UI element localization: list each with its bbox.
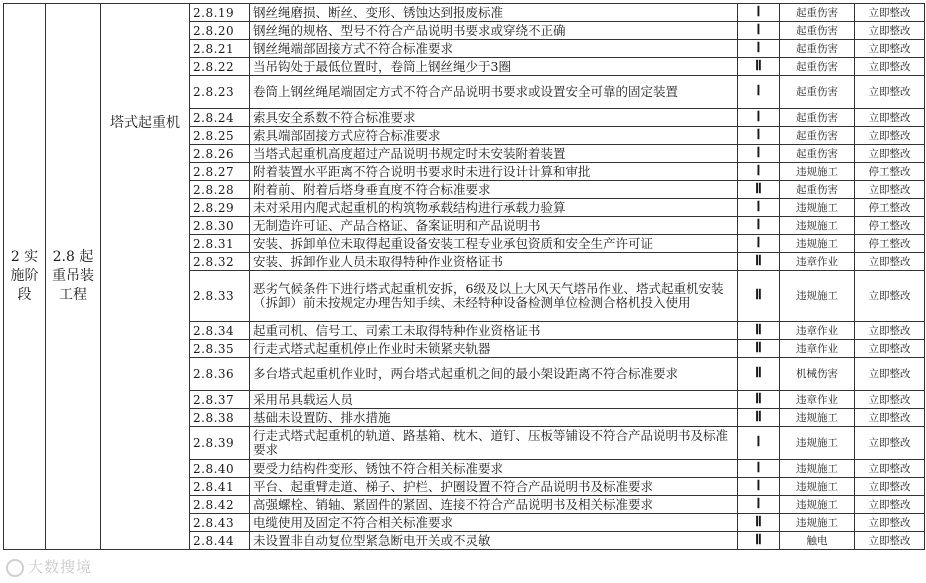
description-cell: 未对采用内爬式起重机的构筑物承载结构进行承载力验算 (250, 199, 738, 217)
description-cell: 起重司机、信号工、司索工未取得特种作业资格证书 (250, 322, 738, 340)
level-cell: Ⅱ (738, 514, 780, 532)
action-cell: 停工整改 (855, 235, 925, 253)
category-cell: 违规施工 (780, 427, 855, 460)
category-cell: 起重伤害 (780, 109, 855, 127)
category-cell: 起重伤害 (780, 4, 855, 22)
code-cell: 2.8.21 (190, 40, 250, 58)
category-cell: 违规施工 (780, 271, 855, 322)
code-cell: 2.8.19 (190, 4, 250, 22)
category-cell: 违规施工 (780, 514, 855, 532)
code-cell: 2.8.24 (190, 109, 250, 127)
code-cell: 2.8.41 (190, 478, 250, 496)
code-cell: 2.8.37 (190, 391, 250, 409)
description-cell: 未设置非自动复位型紧急断电开关或不灵敏 (250, 532, 738, 550)
action-cell: 停工整改 (855, 217, 925, 235)
description-cell: 索具端部固接方式应符合标准要求 (250, 127, 738, 145)
level-cell: Ⅰ (738, 109, 780, 127)
category-cell: 起重伤害 (780, 76, 855, 109)
category-cell: 违规施工 (780, 409, 855, 427)
description-cell: 高强螺栓、销轴、紧固件的紧固、连接不符合产品说明书及相关标准要求 (250, 496, 738, 514)
level-cell: Ⅰ (738, 163, 780, 181)
action-cell: 停工整改 (855, 199, 925, 217)
level-cell: Ⅱ (738, 322, 780, 340)
level-cell: Ⅱ (738, 532, 780, 550)
code-cell: 2.8.43 (190, 514, 250, 532)
category-cell: 起重伤害 (780, 181, 855, 199)
description-cell: 行走式塔式起重机的轨道、路基箱、枕木、道钉、压板等铺设不符合产品说明书及标准要求 (250, 427, 738, 460)
level-cell: Ⅰ (738, 22, 780, 40)
action-cell: 立即整改 (855, 409, 925, 427)
description-cell: 卷筒上钢丝绳尾端固定方式不符合产品说明书要求或设置安全可靠的固定装置 (250, 76, 738, 109)
action-cell: 立即整改 (855, 76, 925, 109)
code-cell: 2.8.35 (190, 340, 250, 358)
description-cell: 多台塔式起重机作业时，两台塔式起重机之间的最小架设距离不符合标准要求 (250, 358, 738, 391)
category-cell: 违规施工 (780, 235, 855, 253)
code-cell: 2.8.28 (190, 181, 250, 199)
table-row (4, 4, 925, 22)
category-cell: 起重伤害 (780, 145, 855, 163)
description-cell: 无制造许可证、产品合格证、备案证明和产品说明书 (250, 217, 738, 235)
description-cell: 钢丝绳磨损、断丝、变形、锈蚀达到报废标准 (250, 4, 738, 22)
level-cell: Ⅱ (738, 391, 780, 409)
hazard-table (3, 3, 925, 550)
code-cell: 2.8.38 (190, 409, 250, 427)
category-cell: 起重伤害 (780, 22, 855, 40)
description-cell: 安装、拆卸单位未取得起重设备安装工程专业承包资质和安全生产许可证 (250, 235, 738, 253)
description-cell: 索具安全系数不符合标准要求 (250, 109, 738, 127)
category-cell: 违章作业 (780, 340, 855, 358)
code-cell: 2.8.31 (190, 235, 250, 253)
action-cell: 立即整改 (855, 145, 925, 163)
code-cell: 2.8.29 (190, 199, 250, 217)
level-cell: Ⅰ (738, 4, 780, 22)
action-cell: 停工整改 (855, 163, 925, 181)
action-cell: 立即整改 (855, 181, 925, 199)
description-cell: 钢丝绳的规格、型号不符合产品说明书要求或穿绕不正确 (250, 22, 738, 40)
code-cell: 2.8.26 (190, 145, 250, 163)
category-cell: 起重伤害 (780, 40, 855, 58)
level-cell: Ⅱ (738, 409, 780, 427)
action-cell: 立即整改 (855, 4, 925, 22)
action-cell: 立即整改 (855, 127, 925, 145)
action-cell: 立即整改 (855, 427, 925, 460)
category-cell: 违规施工 (780, 460, 855, 478)
description-cell: 基础未设置防、排水措施 (250, 409, 738, 427)
stage-cell: 2 实施阶段 (4, 4, 46, 550)
code-cell: 2.8.34 (190, 322, 250, 340)
action-cell: 立即整改 (855, 514, 925, 532)
description-cell: 平台、起重臂走道、梯子、护栏、护圈设置不符合产品说明书及标准要求 (250, 478, 738, 496)
category-cell: 违章作业 (780, 391, 855, 409)
level-cell: Ⅰ (738, 40, 780, 58)
description-cell: 要受力结构件变形、锈蚀不符合相关标准要求 (250, 460, 738, 478)
action-cell: 立即整改 (855, 58, 925, 76)
action-cell: 立即整改 (855, 496, 925, 514)
action-cell: 立即整改 (855, 40, 925, 58)
level-cell: Ⅰ (738, 145, 780, 163)
action-cell: 立即整改 (855, 109, 925, 127)
action-cell: 立即整改 (855, 22, 925, 40)
action-cell: 立即整改 (855, 391, 925, 409)
code-cell: 2.8.32 (190, 253, 250, 271)
level-cell: Ⅰ (738, 217, 780, 235)
level-cell: Ⅰ (738, 199, 780, 217)
category-cell: 机械伤害 (780, 358, 855, 391)
description-cell: 恶劣气候条件下进行塔式起重机安拆，6级及以上大风天气塔吊作业、塔式起重机安装（拆卸）前未按规定办理告知手续、未经特种设备检测单位检测合格机投入使用 (250, 271, 738, 322)
code-cell: 2.8.40 (190, 460, 250, 478)
action-cell: 立即整改 (855, 358, 925, 391)
level-cell: Ⅱ (738, 181, 780, 199)
description-cell: 钢丝绳端部固接方式不符合标准要求 (250, 40, 738, 58)
code-cell: 2.8.22 (190, 58, 250, 76)
level-cell: Ⅱ (738, 358, 780, 391)
category-cell: 违规施工 (780, 199, 855, 217)
category-cell: 起重伤害 (780, 58, 855, 76)
watermark-logo-icon (6, 559, 24, 577)
action-cell: 立即整改 (855, 340, 925, 358)
level-cell: Ⅰ (738, 460, 780, 478)
code-cell: 2.8.44 (190, 532, 250, 550)
description-cell: 安装、拆卸作业人员未取得特种作业资格证书 (250, 253, 738, 271)
level-cell: Ⅰ (738, 427, 780, 460)
action-cell: 立即整改 (855, 271, 925, 322)
description-cell: 采用吊具载运人员 (250, 391, 738, 409)
code-cell: 2.8.33 (190, 271, 250, 322)
level-cell: Ⅰ (738, 496, 780, 514)
code-cell: 2.8.20 (190, 22, 250, 40)
description-cell: 当吊钩处于最低位置时，卷筒上钢丝绳少于3圈 (250, 58, 738, 76)
level-cell: Ⅱ (738, 340, 780, 358)
category-cell: 起重伤害 (780, 127, 855, 145)
code-cell: 2.8.42 (190, 496, 250, 514)
level-cell: Ⅰ (738, 127, 780, 145)
category-cell: 违规施工 (780, 217, 855, 235)
watermark-text: 大数搜境 (28, 558, 93, 576)
code-cell: 2.8.30 (190, 217, 250, 235)
level-cell: Ⅱ (738, 58, 780, 76)
action-cell: 立即整改 (855, 478, 925, 496)
level-cell: Ⅱ (738, 253, 780, 271)
category-cell: 违规施工 (780, 496, 855, 514)
code-cell: 2.8.36 (190, 358, 250, 391)
code-cell: 2.8.27 (190, 163, 250, 181)
category-cell: 违规施工 (780, 163, 855, 181)
group-cell: 塔式起重机 (101, 4, 190, 550)
code-cell: 2.8.25 (190, 127, 250, 145)
description-cell: 附着前、附着后塔身垂直度不符合标准要求 (250, 181, 738, 199)
description-cell: 当塔式起重机高度超过产品说明书规定时未安装附着装置 (250, 145, 738, 163)
action-cell: 立即整改 (855, 322, 925, 340)
level-cell: Ⅰ (738, 478, 780, 496)
category-cell: 违规施工 (780, 478, 855, 496)
code-cell: 2.8.39 (190, 427, 250, 460)
subsection-cell: 2.8 起重吊装工程 (46, 4, 101, 550)
level-cell: Ⅰ (738, 235, 780, 253)
description-cell: 电缆使用及固定不符合相关标准要求 (250, 514, 738, 532)
category-cell: 违章作业 (780, 322, 855, 340)
description-cell: 行走式塔式起重机停止作业时未锁紧夹轨器 (250, 340, 738, 358)
description-cell: 附着装置水平距离不符合说明书要求时未进行设计计算和审批 (250, 163, 738, 181)
action-cell: 立即整改 (855, 253, 925, 271)
category-cell: 违章作业 (780, 253, 855, 271)
action-cell: 立即整改 (855, 460, 925, 478)
level-cell: Ⅰ (738, 76, 780, 109)
category-cell: 触电 (780, 532, 855, 550)
watermark (6, 556, 92, 577)
code-cell: 2.8.23 (190, 76, 250, 109)
level-cell: Ⅱ (738, 271, 780, 322)
action-cell: 立即整改 (855, 532, 925, 550)
